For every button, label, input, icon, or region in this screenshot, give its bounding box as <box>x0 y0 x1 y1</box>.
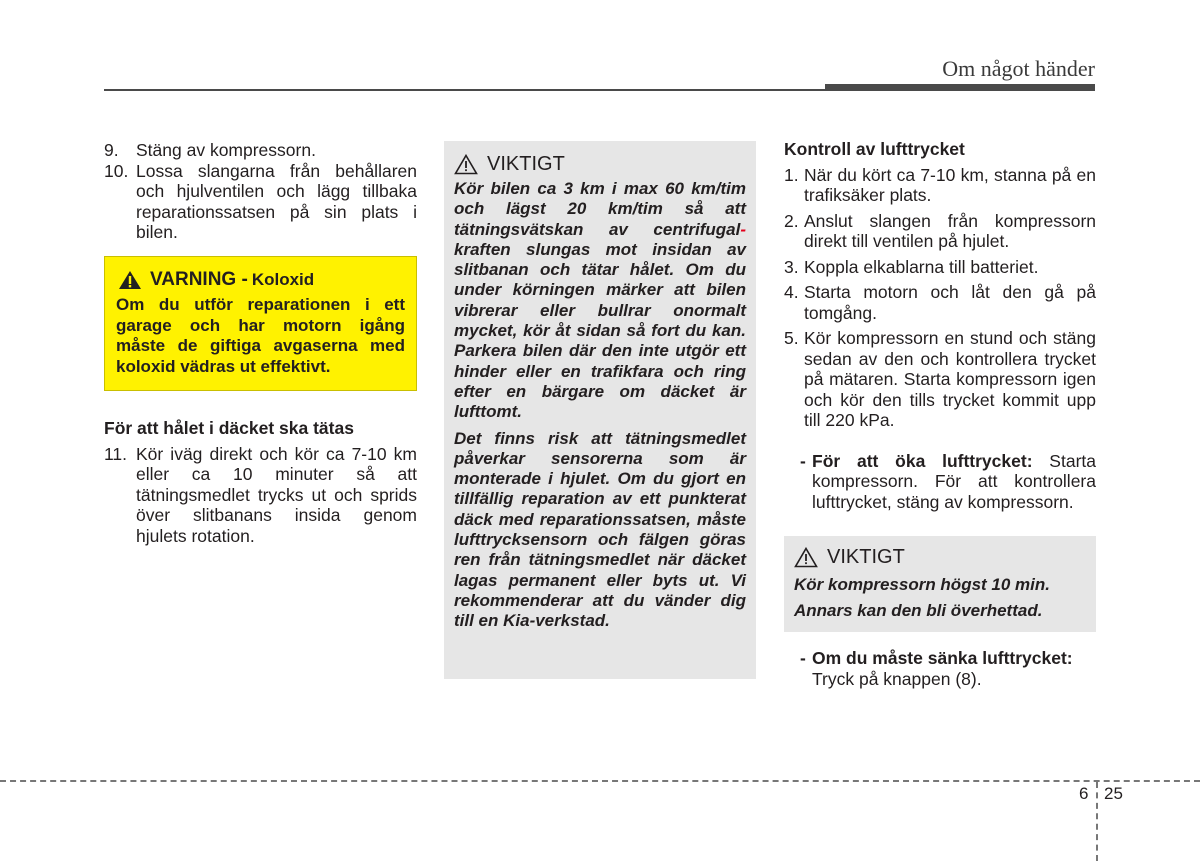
step-5 <box>784 328 1096 431</box>
important-label: VIKTIGT <box>827 546 905 568</box>
step-number: 4. <box>784 282 799 302</box>
note-body: Tryck på knappen (8). <box>812 668 982 689</box>
important-heading <box>454 153 746 176</box>
important-paragraph-2: Det finns risk att tätningsmedlet påverkar sensorerna som är monterade i hjulet. Om du gjort en tillfällig reparation av ett punkterat däck med reparationssatsen, måste lufttrycksensorn och fälgen göras ren från tätningsmedlet när däcket lagas permanent eller byts ut. Vi rekommenderar att du vänder dig till en Kia-verkstad. <box>454 428 746 631</box>
step-number: 2. <box>784 210 799 231</box>
dash-marker: - <box>800 450 806 471</box>
warning-label: VARNING - <box>150 269 248 290</box>
page-header-title: Om något händer <box>942 56 1095 81</box>
step-11 <box>104 444 417 547</box>
step-number: 11. <box>104 443 128 464</box>
warning-box-carbon-monoxide <box>104 256 417 391</box>
step-2 <box>784 211 1096 252</box>
step-text: Starta motorn och låt den gå på tomgång. <box>804 282 1096 323</box>
note-text <box>812 648 1096 689</box>
warning-sublabel: Koloxid <box>251 270 315 289</box>
footer-dashed-divider <box>1096 782 1098 861</box>
step-1 <box>784 165 1096 206</box>
step-text: Kör kompressorn en stund och stäng sedan av den och kontrollera trycket på mätaren. Starta kompressorn igen och kör den tills trycket kommit upp till 220 kPa. <box>804 328 1096 430</box>
warning-triangle-icon <box>118 270 142 290</box>
important-text: kraften slungas mot insidan av slitbanan och tätar hålet. Om du under körningen märker att bilen vibrerar eller bullrar onormalt mycket, kör åt sidan så fort du kan. Parkera bilen där den inte utgör ett hinder eller en trafikfara och ring efter en bärgare om däcket är lufttomt. <box>454 239 746 422</box>
note-label: För att öka lufttrycket: <box>812 450 1033 471</box>
dash-marker: - <box>800 648 806 668</box>
caution-triangle-icon <box>794 547 818 568</box>
important-line-2: Annars kan den bli överhettad. <box>794 601 1043 620</box>
section-heading: Kontroll av lufttrycket <box>784 139 965 159</box>
step-text: Koppla elkablarna till batteriet. <box>804 256 1039 277</box>
important-paragraph-1 <box>454 179 746 423</box>
important-box-compressor <box>784 536 1096 632</box>
footer-dashed-rule <box>0 780 1200 782</box>
note-text <box>812 451 1096 513</box>
step-3 <box>784 257 1096 278</box>
step-9 <box>104 140 417 161</box>
step-text: Anslut slangen från kompressorn direkt till ventilen på hjulet. <box>804 210 1096 251</box>
important-body <box>454 179 746 632</box>
step-number: 3. <box>784 256 799 277</box>
page-number: 25 <box>1104 784 1123 803</box>
step-number: 9. <box>104 140 119 160</box>
header-rule-accent <box>825 84 1095 91</box>
step-text: Kör iväg direkt och kör ca 7-10 km eller ca 10 minuter så att tätningsmedlet trycks ut och sprids över slitbanans insida genom hjulets rotation. <box>136 443 417 546</box>
step-number: 5. <box>784 328 799 348</box>
note-body: Starta kompressorn. För att kontrollera lufttrycket, stäng av kompressorn. <box>812 450 1096 512</box>
important-box-sealant <box>444 141 756 679</box>
step-number: 10. <box>104 160 129 181</box>
step-text: Stäng av kompressorn. <box>136 140 316 160</box>
important-body <box>794 572 1086 624</box>
important-label: VIKTIGT <box>487 153 565 175</box>
red-hyphen: - <box>740 219 746 239</box>
decrease-pressure-block <box>784 648 1096 689</box>
increase-pressure-note <box>800 451 1096 513</box>
step-text: Lossa slangarna från behållaren och hjulventilen och lägg tillbaka reparationssatsen på sin plats i bilen. <box>136 160 417 242</box>
right-column <box>784 139 1096 512</box>
decrease-pressure-note <box>800 648 1096 689</box>
left-column-lower <box>104 418 417 546</box>
note-label: Om du måste sänka lufttrycket: <box>812 648 1073 668</box>
section-heading: För att hålet i däcket ska tätas <box>104 418 354 438</box>
important-heading <box>794 546 1086 569</box>
important-line-1: Kör kompressorn högst 10 min. <box>794 575 1050 594</box>
chapter-number: 6 <box>1079 784 1089 803</box>
caution-triangle-icon <box>454 154 478 175</box>
step-4 <box>784 282 1096 323</box>
left-column <box>104 140 417 243</box>
step-10 <box>104 161 417 243</box>
step-number: 1. <box>784 164 799 185</box>
warning-heading <box>116 269 405 291</box>
important-text: Kör bilen ca 3 km i max 60 km/tim och lägst 20 km/tim så att tätningsvätskan av centrifugal <box>454 179 746 239</box>
warning-body: Om du utför reparationen i ett garage och har motorn igång måste de giftiga avgaserna med koloxid vädras ut effektivt. <box>116 295 405 376</box>
step-text: När du kört ca 7-10 km, stanna på en trafiksäker plats. <box>804 164 1096 205</box>
